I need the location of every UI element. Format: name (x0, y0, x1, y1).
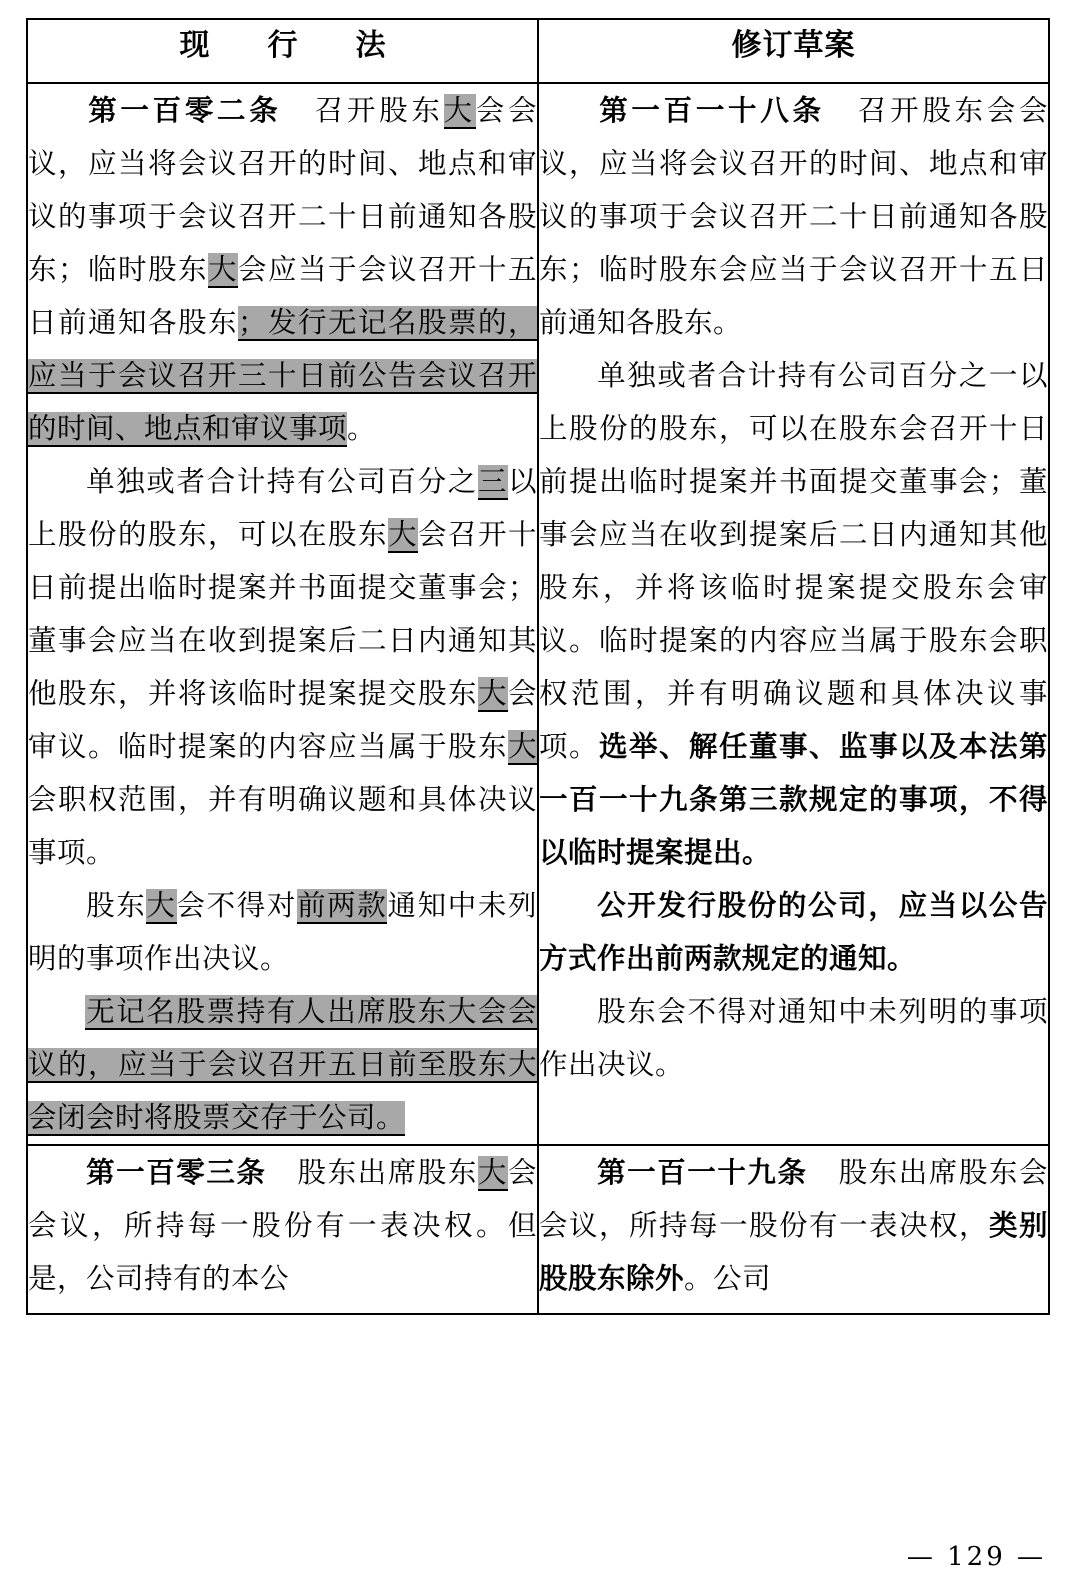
column-header-amendment-draft: 修订草案 (538, 19, 1049, 83)
law-comparison-table (26, 18, 1050, 1315)
article-number: 第一百零二条 (85, 93, 282, 127)
article-number: 第一百一十九条 (596, 1155, 808, 1189)
table-row (27, 1145, 1049, 1314)
column-header-current-law: 现 行 法 (27, 19, 538, 83)
amendment-article-119-cell (538, 1145, 1049, 1314)
article-number: 第一百零三条 (85, 1155, 267, 1189)
table-header-row (27, 19, 1049, 83)
paragraph: 单独或者合计持有公司百分之一以上股份的股东，可以在股东会召开十日前提出临时提案并书面提交董事会；董事会应当在收到提案后二日内通知其他股东，并将该临时提案提交股东会审议。临时提案的内容应当属于股东会职权范围，并有明确议题和具体决议事项。选举、解任董事、监事以及本法第一百一十九条第三款规定的事项，不得以临时提案提出。 (539, 359, 1048, 869)
table-row (27, 83, 1049, 1145)
paragraph: 第一百零二条 召开股东大会会议，应当将会议召开的时间、地点和审议的事项于会议召开二十日前通知各股东；临时股东大会应当于会议召开十五日前通知各股东；发行无记名股票的，应当于会议召开三十日前公告会议召开的时间、地点和审议事项。 (28, 93, 537, 445)
article-number: 第一百一十八条 (596, 93, 825, 127)
current-law-article-103-cell (27, 1145, 538, 1314)
paragraph: 单独或者合计持有公司百分之三以上股份的股东，可以在股东大会召开十日前提出临时提案并书面提交董事会；董事会应当在收到提案后二日内通知其他股东，并将该临时提案提交股东大会审议。临时提案的内容应当属于股东大会职权范围，并有明确议题和具体决议事项。 (28, 465, 537, 869)
amendment-article-118-cell (538, 83, 1049, 1145)
paragraph: 第一百一十九条 股东出席股东会会议，所持每一股份有一表决权，类别股股东除外。公司 (539, 1155, 1048, 1295)
current-law-article-102-cell (27, 83, 538, 1145)
paragraph: 第一百零三条 股东出席股东大会会议，所持每一股份有一表决权。但是，公司持有的本公 (28, 1155, 537, 1295)
paragraph: 公开发行股份的公司，应当以公告方式作出前两款规定的通知。 (539, 888, 1048, 975)
paragraph: 第一百一十八条 召开股东会会议，应当将会议召开的时间、地点和审议的事项于会议召开二十日前通知各股东；临时股东会应当于会议召开十五日前通知各股东。 (539, 93, 1048, 339)
paragraph: 股东会不得对通知中未列明的事项作出决议。 (539, 995, 1048, 1081)
paragraph: 股东大会不得对前两款通知中未列明的事项作出决议。 (28, 889, 537, 975)
paragraph: 无记名股票持有人出席股东大会会议的，应当于会议召开五日前至股东大会闭会时将股票交存于公司。 (28, 995, 537, 1134)
page-number: — 129 — (906, 1542, 1046, 1572)
